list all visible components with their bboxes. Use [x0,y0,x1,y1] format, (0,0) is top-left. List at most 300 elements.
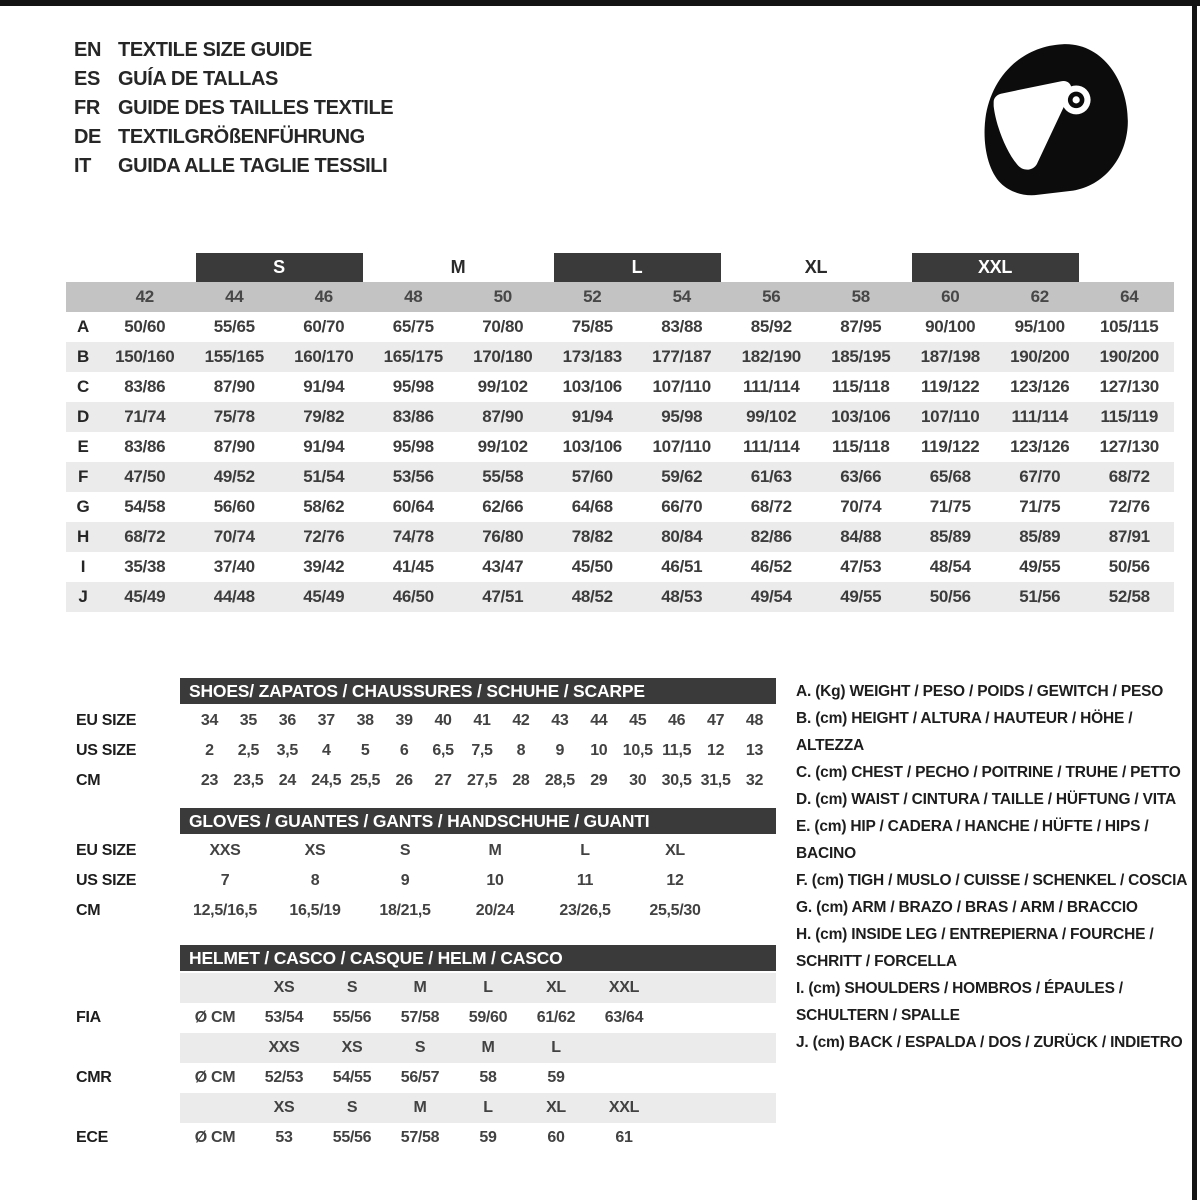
helmet-value-cell: 57/58 [400,1009,440,1026]
language-code: ES [74,68,100,90]
measurement-value-cell: 46/52 [750,557,792,576]
measurement-value-cell: 95/98 [392,437,434,456]
measurement-value-cell: 155/165 [204,347,264,366]
row-letter: D [77,407,89,426]
measurement-value-cell: 90/100 [925,317,976,336]
language-code: EN [74,39,101,61]
gloves-row-label: US SIZE [76,872,137,889]
row-letter: H [77,527,89,546]
measurement-value-cell: 160/170 [294,347,354,366]
measurement-value-cell: 49/55 [1019,557,1061,576]
gloves-size-cell: 18/21,5 [379,902,431,919]
language-row [74,36,393,65]
size-group-l: L [554,253,721,282]
measurement-value-cell: 65/75 [392,317,434,336]
measurement-value-cell: 51/54 [303,467,345,486]
measurement-value-cell: 95/98 [661,407,703,426]
gloves-row-label: CM [76,902,101,919]
measurement-value-cell: 87/95 [840,317,882,336]
shoes-size-cell: 28,5 [544,772,575,789]
measurement-row [66,432,1174,462]
shoes-size-cell: 24,5 [311,772,342,789]
language-title-block [74,36,393,181]
helmet-standard-sizes-row [66,973,776,1003]
shoes-size-cell: 4 [321,742,331,759]
helmet-title-spacer [66,943,180,973]
numeric-size-cell: 56 [762,287,781,306]
helmet-value-cell: 63/64 [604,1009,644,1026]
frame-right-border [1192,0,1197,1200]
measurement-value-cell: 79/82 [303,407,345,426]
shoes-title-row [66,676,776,706]
legend-item: H. (cm) INSIDE LEG / ENTREPIERNA / FOURCHE / SCHRITT / FORCELLA [796,926,1154,970]
shoes-size-cell: 37 [317,712,335,729]
helmet-title-bar: HELMET / CASCO / CASQUE / HELM / CASCO [180,945,776,971]
measurement-value-cell: 83/86 [124,377,166,396]
size-group-m: M [450,256,466,277]
measurement-value-cell: 49/55 [840,587,882,606]
measurement-value-cell: 60/70 [303,317,345,336]
legend-item: I. (cm) SHOULDERS / HOMBROS / ÉPAULES / SCHULTERN / SPALLE [796,980,1123,1024]
gloves-size-cell: 8 [310,872,320,889]
shoes-title-bar: SHOES/ ZAPATOS / CHAUSSURES / SCHUHE / SCARPE [180,678,776,704]
helmet-size-cell: XXL [608,979,640,996]
language-title: TEXTILGRÖßENFÜHRUNG [118,126,365,148]
gloves-title-bar: GLOVES / GUANTES / GANTS / HANDSCHUHE / GUANTI [180,808,776,834]
measurement-value-cell: 76/80 [482,527,524,546]
helmet-value-cell: 54/55 [332,1069,372,1086]
row-letter: J [78,587,88,606]
gloves-size-cell: 10 [486,872,504,889]
shoes-row-values [180,766,776,796]
helmet-unit-cell: Ø CM [194,1069,236,1086]
legend-item: G. (cm) ARM / BRAZO / BRAS / ARM / BRACCIO [796,899,1138,916]
measurement-value-cell: 107/110 [652,437,711,456]
helmet-value-cell: 59 [547,1069,565,1086]
helmet-unit-cell: Ø CM [194,1129,236,1146]
language-code: IT [74,155,91,177]
shoes-size-cell: 2,5 [237,742,260,759]
measurement-value-cell: 123/126 [1010,437,1070,456]
measurement-value-cell: 44/48 [213,587,255,606]
measurement-value-cell: 115/118 [832,437,890,456]
measurement-value-cell: 127/130 [1099,377,1159,396]
measurement-legend [796,678,1192,1056]
measurement-value-cell: 48/53 [661,587,703,606]
gloves-size-cell: 12,5/16,5 [192,902,258,919]
size-group-xxl: XXL [912,253,1079,282]
helmet-standard-values-row [66,1063,776,1093]
shoes-size-cell: 40 [434,712,452,729]
row-letter: F [77,467,89,486]
shoes-size-cell: 36 [278,712,296,729]
measurement-value-cell: 55/65 [213,317,255,336]
size-group-xl: XL [804,256,828,277]
helmet-standard-sizes [180,1033,776,1063]
language-title: GUÍA DE TALLAS [118,68,278,90]
gloves-row [66,896,776,926]
helmet-size-cell: L [483,979,493,996]
measurement-value-cell: 45/49 [124,587,166,606]
measurement-value-cell: 66/70 [661,497,703,516]
gloves-title-spacer [66,806,180,836]
measurement-value-cell: 105/115 [1100,317,1159,336]
shoes-size-cell: 34 [200,712,219,729]
shoes-size-cell: 8 [516,742,526,759]
helmet-value-cell: 56/57 [400,1069,440,1086]
shoes-size-cell: 31,5 [700,772,731,789]
size-group-header-row [66,252,1174,282]
measurement-value-cell: 85/89 [1019,527,1061,546]
helmet-value-cell: 61/62 [536,1009,576,1026]
shoes-size-cell: 32 [745,772,764,789]
helmet-size-cell: XS [273,1099,295,1116]
shoes-size-cell: 39 [395,712,413,729]
helmet-standard-label: FIA [76,1009,101,1026]
measurement-value-cell: 47/50 [124,467,166,486]
measurement-value-cell: 170/180 [473,347,533,366]
measurement-value-cell: 39/42 [303,557,345,576]
helmet-standard-values-row [66,1123,776,1153]
shoes-size-cell: 29 [590,772,608,789]
measurement-value-cell: 78/82 [571,527,613,546]
helmet-standard-values [180,1063,776,1093]
shoes-row-label: CM [76,772,101,789]
language-title: TEXTILE SIZE GUIDE [118,39,312,61]
measurement-value-cell: 87/90 [213,377,255,396]
gloves-row-values [180,836,776,866]
measurement-value-cell: 46/50 [392,587,434,606]
helmet-standard-values [180,1003,776,1033]
measurement-value-cell: 68/72 [750,497,792,516]
frame-top-border [0,0,1200,6]
measurement-value-cell: 61/63 [750,467,792,486]
measurement-value-cell: 127/130 [1099,437,1159,456]
numeric-size-cell: 52 [583,287,602,306]
measurement-row [66,552,1174,582]
measurement-row [66,582,1174,612]
shoes-size-cell: 28 [512,772,530,789]
shoes-size-cell: 12 [706,742,725,759]
gloves-size-cell: XXS [209,842,241,859]
measurement-value-cell: 50/56 [929,587,971,606]
measurement-value-cell: 83/86 [124,437,166,456]
measurement-value-cell: 37/40 [213,557,255,576]
measurement-value-cell: 60/64 [392,497,434,516]
gloves-size-cell: 16,5/19 [289,902,341,919]
measurement-value-cell: 107/110 [652,377,711,396]
measurement-value-cell: 55/58 [482,467,524,486]
shoes-size-cell: 3,5 [276,742,298,759]
measurement-value-cell: 190/200 [1010,347,1070,366]
measurement-value-cell: 74/78 [392,527,434,546]
helmet-value-cell: 59 [479,1129,497,1146]
measurement-value-cell: 54/58 [124,497,166,516]
legend-item: J. (cm) BACK / ESPALDA / DOS / ZURÜCK / INDIETRO [796,1034,1183,1051]
legend-item: A. (Kg) WEIGHT / PESO / POIDS / GEWITCH / PESO [796,683,1164,700]
numeric-size-cell: 42 [135,287,154,306]
measurement-value-cell: 115/119 [1100,407,1158,426]
measurement-row [66,402,1174,432]
numeric-size-cell: 60 [941,287,960,306]
helmet-value-cell: 55/56 [332,1129,372,1146]
measurement-value-cell: 91/94 [303,377,345,396]
measurement-row [66,522,1174,552]
helmet-size-cell: S [346,979,358,996]
helmet-size-cell: M [413,979,427,996]
helmet-standard-sizes [180,1093,776,1123]
shoes-size-cell: 27,5 [467,772,497,789]
language-title: GUIDA ALLE TAGLIE TESSILI [118,155,388,177]
measurement-value-cell: 75/78 [213,407,255,426]
legend-item: C. (cm) CHEST / PECHO / POITRINE / TRUHE / PETTO [796,764,1181,781]
gloves-row-values [180,896,776,926]
measurement-value-cell: 83/88 [661,317,703,336]
gloves-size-cell: M [488,842,502,859]
gloves-size-cell: 25,5/30 [649,902,701,919]
gloves-section [66,806,776,926]
helmet-value-cell: 61 [615,1129,633,1146]
shoes-size-cell: 45 [629,712,647,729]
shoes-size-cell: 26 [395,772,413,789]
measurement-value-cell: 49/52 [213,467,255,486]
row-letter: I [80,557,86,576]
shoes-size-cell: 35 [239,712,257,729]
helmet-size-cell: XXL [608,1099,640,1116]
measurement-value-cell: 70/80 [482,317,524,336]
shoes-size-cell: 9 [555,742,565,759]
measurement-value-cell: 99/102 [477,377,528,396]
shoes-size-cell: 38 [356,712,374,729]
measurement-value-cell: 187/198 [920,347,980,366]
row-letter: B [77,347,89,366]
helmet-standard-values-row [66,1003,776,1033]
shoes-size-cell: 6,5 [432,742,454,759]
measurement-value-cell: 111/114 [1011,407,1069,426]
measurement-value-cell: 68/72 [124,527,166,546]
numeric-size-cell: 48 [404,287,423,306]
measurement-value-cell: 87/90 [482,407,524,426]
measurement-value-cell: 59/62 [661,467,703,486]
measurement-value-cell: 99/102 [477,437,528,456]
gloves-size-cell: 7 [220,872,230,889]
helmet-standard-label: CMR [76,1069,112,1086]
helmet-unit-cell: Ø CM [194,1009,236,1026]
measurement-value-cell: 107/110 [921,407,980,426]
helmet-size-cell: XL [546,979,566,996]
measurement-value-cell: 65/68 [929,467,971,486]
gloves-row [66,836,776,866]
shoes-size-cell: 2 [205,742,214,759]
legend-item: F. (cm) TIGH / MUSLO / CUISSE / SCHENKEL / COSCIA [796,872,1188,889]
gloves-size-cell: 11 [576,872,594,889]
measurement-value-cell: 111/114 [742,377,800,396]
helmet-size-cell: S [346,1099,358,1116]
measurement-value-cell: 48/54 [929,557,971,576]
shoes-size-cell: 41 [473,712,491,729]
shoes-size-cell: 10,5 [622,742,653,759]
measurement-value-cell: 41/45 [392,557,434,576]
numeric-size-cell: 62 [1030,287,1049,306]
apparel-size-table [66,252,1174,612]
measurement-value-cell: 123/126 [1010,377,1070,396]
gloves-size-cell: 20/24 [475,902,515,919]
helmet-standard-label: ECE [76,1129,108,1146]
measurement-value-cell: 71/75 [1019,497,1061,516]
shoes-row-values [180,706,776,736]
numeric-size-cell: 64 [1120,287,1139,306]
row-letter: C [77,377,89,396]
measurement-value-cell: 53/56 [392,467,434,486]
measurement-row [66,462,1174,492]
shoes-size-cell: 25,5 [350,772,381,789]
shoes-size-cell: 13 [745,742,764,759]
measurement-value-cell: 45/50 [571,557,613,576]
measurement-value-cell: 99/102 [746,407,797,426]
measurement-row [66,312,1174,342]
measurement-value-cell: 51/56 [1019,587,1061,606]
measurement-value-cell: 70/74 [840,497,882,516]
measurement-value-cell: 45/49 [303,587,345,606]
numeric-size-cell: 44 [225,287,244,306]
helmet-value-cell: 53 [275,1129,293,1146]
helmet-section [66,943,776,1153]
measurement-value-cell: 49/54 [750,587,792,606]
helmet-value-cell: 58 [479,1069,497,1086]
numeric-size-row [66,282,1174,312]
shoes-row-label: US SIZE [76,742,137,759]
measurement-value-cell: 91/94 [303,437,345,456]
helmet-size-cell: XL [546,1099,566,1116]
measurement-rows [66,312,1174,612]
measurement-value-cell: 87/90 [213,437,255,456]
measurement-value-cell: 103/106 [831,407,891,426]
shoes-row [66,736,776,766]
shoes-size-cell: 11,5 [662,742,692,759]
legend-item: D. (cm) WAIST / CINTURA / TAILLE / HÜFTUNG / VITA [796,791,1176,808]
helmet-standard-sizes-row [66,1033,776,1063]
measurement-value-cell: 47/51 [482,587,524,606]
language-row [74,65,393,94]
measurement-value-cell: 50/60 [124,317,166,336]
shoes-size-cell: 7,5 [471,742,493,759]
measurement-value-cell: 103/106 [562,377,622,396]
shoes-row [66,766,776,796]
shoes-size-cell: 30,5 [661,772,692,789]
measurement-value-cell: 91/94 [571,407,613,426]
size-group-s: S [196,253,363,282]
measurement-value-cell: 85/92 [750,317,792,336]
measurement-value-cell: 68/72 [1108,467,1150,486]
helmet-value-cell: 59/60 [468,1009,508,1026]
measurement-value-cell: 95/98 [392,377,434,396]
shoes-section [66,676,776,796]
shoes-size-cell: 6 [399,742,409,759]
measurement-value-cell: 190/200 [1099,347,1159,366]
gloves-row-label: EU SIZE [76,842,137,859]
helmet-size-cell: M [481,1039,495,1056]
gloves-title-row [66,806,776,836]
gloves-size-cell: XL [665,842,685,859]
measurement-value-cell: 46/51 [661,557,703,576]
measurement-value-cell: 80/84 [661,527,703,546]
helmet-standard-sizes [180,973,776,1003]
measurement-value-cell: 95/100 [1014,317,1065,336]
gloves-size-cell: L [580,842,590,859]
measurement-value-cell: 50/56 [1108,557,1150,576]
gloves-row-values [180,866,776,896]
shoes-size-cell: 5 [360,742,370,759]
measurement-value-cell: 111/114 [742,437,800,456]
measurement-value-cell: 165/175 [383,347,443,366]
measurement-value-cell: 85/89 [929,527,971,546]
helmet-value-cell: 60 [547,1129,565,1146]
helmet-value-cell: 57/58 [400,1129,440,1146]
shoes-size-cell: 42 [512,712,530,729]
language-row [74,152,393,181]
measurement-row [66,492,1174,522]
shoes-size-cell: 23,5 [233,772,264,789]
row-letter: G [76,497,90,516]
legend-item: E. (cm) HIP / CADERA / HANCHE / HÜFTE / HIPS / BACINO [796,818,1149,862]
measurement-value-cell: 103/106 [562,437,622,456]
shoes-size-cell: 30 [629,772,647,789]
helmet-size-cell: XXS [268,1039,300,1056]
legend-item: B. (cm) HEIGHT / ALTURA / HAUTEUR / HÖHE / ALTEZZA [796,710,1133,754]
helmet-value-cell: 53/54 [264,1009,304,1026]
shoes-size-cell: 46 [668,712,686,729]
measurement-value-cell: 63/66 [840,467,882,486]
measurement-value-cell: 119/122 [921,437,980,456]
shoes-size-cell: 23 [200,772,219,789]
helmet-icon [972,38,1137,203]
measurement-value-cell: 173/183 [562,347,622,366]
measurement-value-cell: 82/86 [750,527,792,546]
language-code: FR [74,97,100,119]
measurement-value-cell: 52/58 [1108,587,1150,606]
measurement-value-cell: 150/160 [115,347,175,366]
helmet-value-cell: 52/53 [264,1069,304,1086]
gloves-size-cell: 23/26,5 [559,902,611,919]
measurement-value-cell: 48/52 [571,587,613,606]
helmet-sizes-spacer [66,1093,180,1123]
shoes-size-cell: 27 [434,772,452,789]
numeric-size-cell: 58 [851,287,870,306]
helmet-standard-sizes-row [66,1093,776,1123]
measurement-value-cell: 72/76 [1108,497,1150,516]
measurement-value-cell: 83/86 [392,407,434,426]
language-title: GUIDE DES TAILLES TEXTILE [118,97,394,119]
helmet-size-cell: L [551,1039,561,1056]
measurement-value-cell: 87/91 [1108,527,1150,546]
measurement-value-cell: 56/60 [213,497,255,516]
measurement-value-cell: 182/190 [741,347,801,366]
shoes-size-cell: 47 [706,712,725,729]
measurement-value-cell: 71/75 [929,497,971,516]
measurement-row [66,342,1174,372]
measurement-value-cell: 115/118 [832,377,890,396]
helmet-size-cell: L [483,1099,493,1116]
helmet-standard-values [180,1123,776,1153]
language-row [74,94,393,123]
measurement-row [66,372,1174,402]
measurement-value-cell: 35/38 [124,557,166,576]
gloves-row [66,866,776,896]
numeric-size-cell: 46 [314,287,333,306]
shoes-row-values [180,736,776,766]
gloves-size-cell: 12 [666,872,684,889]
helmet-size-cell: S [414,1039,426,1056]
